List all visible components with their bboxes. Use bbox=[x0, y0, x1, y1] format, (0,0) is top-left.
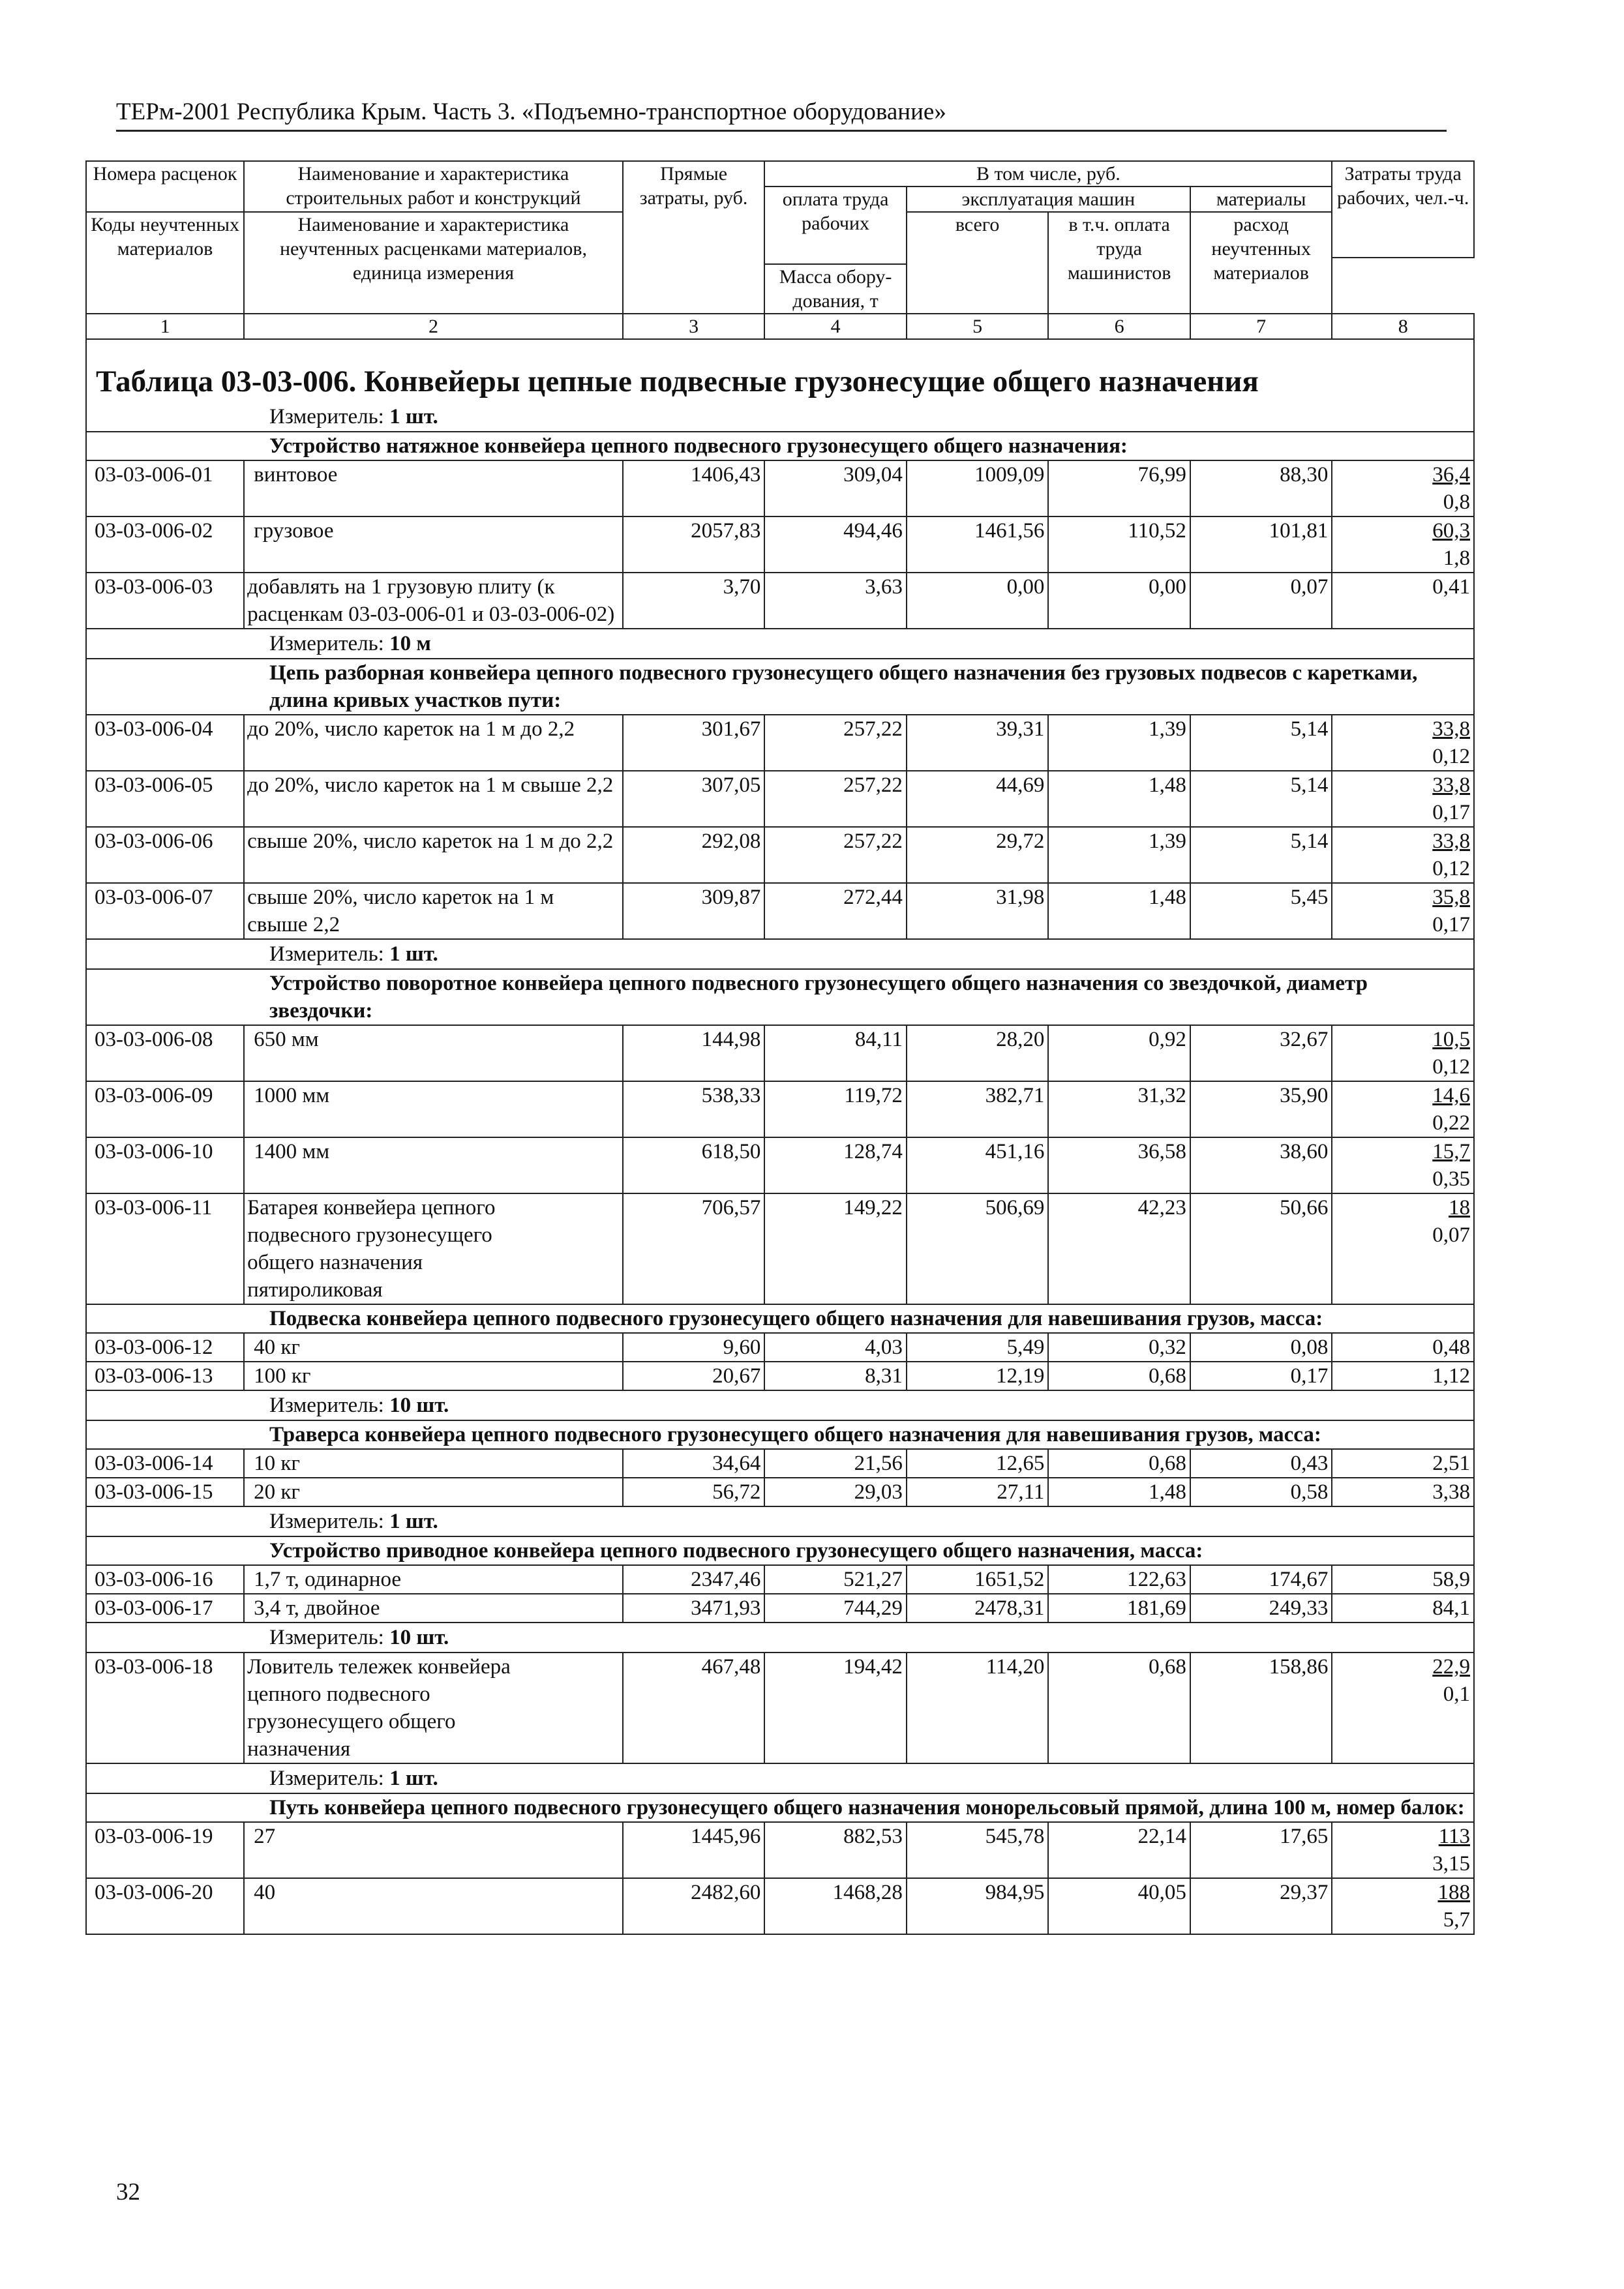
table-row bbox=[86, 1565, 1474, 1594]
labor-hours: 3,38 bbox=[1332, 1478, 1474, 1506]
rate-code: 03-03-006-15 bbox=[86, 1478, 244, 1506]
machines-total: 545,78 bbox=[907, 1822, 1049, 1878]
labor-pay: 3,63 bbox=[764, 573, 907, 629]
operator-pay: 0,00 bbox=[1048, 573, 1190, 629]
header-labor-pay: оплата труда рабочих bbox=[764, 187, 907, 264]
direct-costs: 307,05 bbox=[623, 771, 765, 827]
rate-code: 03-03-006-16 bbox=[86, 1565, 244, 1594]
direct-costs: 2482,60 bbox=[623, 1878, 765, 1934]
table-row bbox=[86, 715, 1474, 771]
operator-pay: 0,68 bbox=[1048, 1449, 1190, 1478]
group-heading: Устройство натяжное конвейера цепного подвесного грузонесущего общего назначения: bbox=[86, 432, 1474, 460]
direct-costs: 3,70 bbox=[623, 573, 765, 629]
operator-pay: 122,63 bbox=[1048, 1565, 1190, 1594]
materials: 29,37 bbox=[1190, 1878, 1332, 1934]
header-machines-total: всего bbox=[907, 212, 1049, 314]
group-heading: Устройство поворотное конвейера цепного подвесного грузонесущего общего назначения со звездочкой, диаметр звездочки: bbox=[86, 969, 1474, 1025]
machines-total: 1461,56 bbox=[907, 516, 1049, 573]
table-row bbox=[86, 1478, 1474, 1506]
table-row bbox=[86, 1081, 1474, 1137]
materials: 0,43 bbox=[1190, 1449, 1332, 1478]
operator-pay: 0,92 bbox=[1048, 1025, 1190, 1081]
labor-hours: 113 bbox=[1438, 1825, 1470, 1848]
machines-total: 984,95 bbox=[907, 1878, 1049, 1934]
operator-pay: 181,69 bbox=[1048, 1594, 1190, 1623]
materials: 0,07 bbox=[1190, 573, 1332, 629]
rate-name: 10 кг bbox=[244, 1449, 623, 1478]
rate-code: 03-03-006-04 bbox=[86, 715, 244, 771]
rate-code: 03-03-006-07 bbox=[86, 883, 244, 939]
rate-code: 03-03-006-12 bbox=[86, 1333, 244, 1362]
materials: 249,33 bbox=[1190, 1594, 1332, 1623]
rate-name: 1000 мм bbox=[244, 1081, 623, 1137]
meter-row: Измеритель: 10 шт. bbox=[86, 1390, 1474, 1420]
operator-pay: 36,58 bbox=[1048, 1137, 1190, 1193]
equipment-mass: 0,17 bbox=[1432, 913, 1470, 936]
group-heading: Устройство приводное конвейера цепного подвесного грузонесущего общего назначения, масса: bbox=[86, 1536, 1474, 1565]
meter-row: Измеритель: 1 шт. bbox=[86, 402, 1474, 432]
materials: 50,66 bbox=[1190, 1193, 1332, 1304]
direct-costs: 9,60 bbox=[623, 1333, 765, 1362]
rate-code: 03-03-006-13 bbox=[86, 1362, 244, 1390]
direct-costs: 20,67 bbox=[623, 1362, 765, 1390]
equipment-mass: 0,22 bbox=[1432, 1111, 1470, 1135]
rate-code: 03-03-006-17 bbox=[86, 1594, 244, 1623]
rate-name: 650 мм bbox=[244, 1025, 623, 1081]
machines-total: 506,69 bbox=[907, 1193, 1049, 1304]
col-number-7: 7 bbox=[1190, 314, 1332, 339]
materials: 0,58 bbox=[1190, 1478, 1332, 1506]
direct-costs: 3471,93 bbox=[623, 1594, 765, 1623]
direct-costs: 144,98 bbox=[623, 1025, 765, 1081]
table-row bbox=[86, 1137, 1474, 1193]
operator-pay: 31,32 bbox=[1048, 1081, 1190, 1137]
direct-costs: 1445,96 bbox=[623, 1822, 765, 1878]
meter-row: Измеритель: 1 шт. bbox=[86, 1506, 1474, 1536]
rate-name: 40 кг bbox=[244, 1333, 623, 1362]
labor-pay: 521,27 bbox=[764, 1565, 907, 1594]
labor-hours: 14,6 bbox=[1432, 1084, 1470, 1107]
page-number: 32 bbox=[116, 2179, 140, 2206]
labor-pay: 1468,28 bbox=[764, 1878, 907, 1934]
labor-pay: 272,44 bbox=[764, 883, 907, 939]
group-heading: Путь конвейера цепного подвесного грузонесущего общего назначения монорельсовый прямой, длина 100 м, номер балок: bbox=[86, 1793, 1474, 1822]
materials: 38,60 bbox=[1190, 1137, 1332, 1193]
labor-pay: 257,22 bbox=[764, 715, 907, 771]
machines-total: 39,31 bbox=[907, 715, 1049, 771]
direct-costs: 56,72 bbox=[623, 1478, 765, 1506]
rate-name: свыше 20%, число кареток на 1 м свыше 2,2 bbox=[244, 883, 623, 939]
header-operator-pay: в т.ч. оплата труда машинистов bbox=[1048, 212, 1190, 314]
col-number-4: 4 bbox=[764, 314, 907, 339]
direct-costs: 1406,43 bbox=[623, 460, 765, 516]
labor-hours: 36,4 bbox=[1432, 463, 1470, 486]
header-direct-costs: Прямые затраты, руб. bbox=[623, 161, 765, 314]
equipment-mass: 0,12 bbox=[1432, 1055, 1470, 1079]
labor-hours: 2,51 bbox=[1332, 1449, 1474, 1478]
table-row bbox=[86, 1822, 1474, 1878]
labor-hours: 0,48 bbox=[1332, 1333, 1474, 1362]
labor-hours: 10,5 bbox=[1432, 1028, 1470, 1051]
labor-hours: 1,12 bbox=[1332, 1362, 1474, 1390]
rate-name: 1400 мм bbox=[244, 1137, 623, 1193]
machines-total: 114,20 bbox=[907, 1653, 1049, 1763]
rate-code: 03-03-006-01 bbox=[86, 460, 244, 516]
rate-code: 03-03-006-14 bbox=[86, 1449, 244, 1478]
labor-pay: 4,03 bbox=[764, 1333, 907, 1362]
table-row bbox=[86, 771, 1474, 827]
labor-pay: 8,31 bbox=[764, 1362, 907, 1390]
operator-pay: 1,48 bbox=[1048, 1478, 1190, 1506]
table-row bbox=[86, 1594, 1474, 1623]
operator-pay: 1,48 bbox=[1048, 883, 1190, 939]
operator-pay: 0,68 bbox=[1048, 1653, 1190, 1763]
rate-name: Ловитель тележек конвейера цепного подвесного грузонесущего общего назначения bbox=[244, 1653, 623, 1763]
rate-code: 03-03-006-10 bbox=[86, 1137, 244, 1193]
header-labor-costs: Затраты труда рабочих, чел.-ч. bbox=[1332, 161, 1474, 258]
table-row bbox=[86, 516, 1474, 573]
rate-name: свыше 20%, число кареток на 1 м до 2,2 bbox=[244, 827, 623, 883]
machines-total: 31,98 bbox=[907, 883, 1049, 939]
rate-name: грузовое bbox=[244, 516, 623, 573]
equipment-mass: 0,1 bbox=[1443, 1683, 1470, 1706]
labor-pay: 194,42 bbox=[764, 1653, 907, 1763]
labor-hours: 18 bbox=[1449, 1196, 1470, 1219]
table-row bbox=[86, 573, 1474, 629]
labor-pay: 149,22 bbox=[764, 1193, 907, 1304]
equipment-mass: 0,8 bbox=[1443, 490, 1470, 514]
rate-name: до 20%, число кареток на 1 м до 2,2 bbox=[244, 715, 623, 771]
labor-hours: 0,41 bbox=[1332, 573, 1474, 629]
direct-costs: 706,57 bbox=[623, 1193, 765, 1304]
rate-code: 03-03-006-18 bbox=[86, 1653, 244, 1763]
meter-row: Измеритель: 1 шт. bbox=[86, 939, 1474, 969]
table-row bbox=[86, 1653, 1474, 1763]
direct-costs: 34,64 bbox=[623, 1449, 765, 1478]
labor-hours: 60,3 bbox=[1432, 519, 1470, 543]
direct-costs: 538,33 bbox=[623, 1081, 765, 1137]
materials: 0,08 bbox=[1190, 1333, 1332, 1362]
labor-pay: 21,56 bbox=[764, 1449, 907, 1478]
table-row bbox=[86, 827, 1474, 883]
table-row bbox=[86, 1449, 1474, 1478]
operator-pay: 0,32 bbox=[1048, 1333, 1190, 1362]
machines-total: 2478,31 bbox=[907, 1594, 1049, 1623]
operator-pay: 42,23 bbox=[1048, 1193, 1190, 1304]
materials: 88,30 bbox=[1190, 460, 1332, 516]
materials: 35,90 bbox=[1190, 1081, 1332, 1137]
operator-pay: 40,05 bbox=[1048, 1878, 1190, 1934]
labor-pay: 257,22 bbox=[764, 771, 907, 827]
group-heading: Траверса конвейера цепного подвесного грузонесущего общего назначения для навешивания грузов, масса: bbox=[86, 1420, 1474, 1449]
equipment-mass: 0,17 bbox=[1432, 801, 1470, 824]
labor-pay: 128,74 bbox=[764, 1137, 907, 1193]
machines-total: 44,69 bbox=[907, 771, 1049, 827]
operator-pay: 22,14 bbox=[1048, 1822, 1190, 1878]
machines-total: 5,49 bbox=[907, 1333, 1049, 1362]
labor-hours: 35,8 bbox=[1432, 886, 1470, 909]
operator-pay: 0,68 bbox=[1048, 1362, 1190, 1390]
machines-total: 0,00 bbox=[907, 573, 1049, 629]
equipment-mass: 5,7 bbox=[1443, 1908, 1470, 1932]
materials: 5,45 bbox=[1190, 883, 1332, 939]
page-header: ТЕРм-2001 Республика Крым. Часть 3. «Подъемно-транспортное оборудование» bbox=[116, 98, 1447, 132]
equipment-mass: 0,35 bbox=[1432, 1167, 1470, 1191]
direct-costs: 301,67 bbox=[623, 715, 765, 771]
direct-costs: 292,08 bbox=[623, 827, 765, 883]
labor-pay: 744,29 bbox=[764, 1594, 907, 1623]
header-unaccounted-names: Наименование и характеристика неучтенных расценками материалов, единица измерения bbox=[244, 212, 623, 314]
machines-total: 28,20 bbox=[907, 1025, 1049, 1081]
labor-pay: 29,03 bbox=[764, 1478, 907, 1506]
direct-costs: 2347,46 bbox=[623, 1565, 765, 1594]
header-machine-operation: эксплуатация машин bbox=[907, 187, 1190, 212]
machines-total: 451,16 bbox=[907, 1137, 1049, 1193]
header-including: В том числе, руб. bbox=[764, 161, 1332, 187]
header-unaccounted-materials: расход неучтенных материалов bbox=[1190, 212, 1332, 314]
header-equipment-mass: Масса обору-дования, т bbox=[764, 264, 907, 314]
rate-code: 03-03-006-06 bbox=[86, 827, 244, 883]
col-number-2: 2 bbox=[244, 314, 623, 339]
col-number-3: 3 bbox=[623, 314, 765, 339]
rate-name: 1,7 т, одинарное bbox=[244, 1565, 623, 1594]
meter-row: Измеритель: 10 м bbox=[86, 629, 1474, 659]
rate-code: 03-03-006-20 bbox=[86, 1878, 244, 1934]
direct-costs: 467,48 bbox=[623, 1653, 765, 1763]
materials: 174,67 bbox=[1190, 1565, 1332, 1594]
materials: 5,14 bbox=[1190, 827, 1332, 883]
rate-name: добавлять на 1 грузовую плиту (к расценкам 03-03-006-01 и 03-03-006-02) bbox=[244, 573, 623, 629]
labor-pay: 257,22 bbox=[764, 827, 907, 883]
table-row bbox=[86, 1193, 1474, 1304]
rate-name: до 20%, число кареток на 1 м свыше 2,2 bbox=[244, 771, 623, 827]
header-materials: материалы bbox=[1190, 187, 1332, 212]
rate-code: 03-03-006-19 bbox=[86, 1822, 244, 1878]
machines-total: 27,11 bbox=[907, 1478, 1049, 1506]
materials: 5,14 bbox=[1190, 715, 1332, 771]
rate-name: 20 кг bbox=[244, 1478, 623, 1506]
labor-hours: 188 bbox=[1437, 1881, 1470, 1904]
header-unaccounted-codes: Коды неучтенных материалов bbox=[86, 212, 244, 314]
operator-pay: 110,52 bbox=[1048, 516, 1190, 573]
group-heading: Подвеска конвейера цепного подвесного грузонесущего общего назначения для навешивания грузов, масса: bbox=[86, 1304, 1474, 1333]
rate-name: 27 bbox=[244, 1822, 623, 1878]
col-number-5: 5 bbox=[907, 314, 1049, 339]
equipment-mass: 1,8 bbox=[1443, 546, 1470, 570]
table-row bbox=[86, 1025, 1474, 1081]
table-row bbox=[86, 460, 1474, 516]
rate-code: 03-03-006-02 bbox=[86, 516, 244, 573]
rate-code: 03-03-006-09 bbox=[86, 1081, 244, 1137]
table-row bbox=[86, 1878, 1474, 1934]
machines-total: 1009,09 bbox=[907, 460, 1049, 516]
labor-pay: 309,04 bbox=[764, 460, 907, 516]
direct-costs: 2057,83 bbox=[623, 516, 765, 573]
equipment-mass: 3,15 bbox=[1432, 1852, 1470, 1876]
rate-code: 03-03-006-11 bbox=[86, 1193, 244, 1304]
labor-hours: 58,9 bbox=[1332, 1565, 1474, 1594]
equipment-mass: 0,12 bbox=[1432, 745, 1470, 768]
rate-name: 100 кг bbox=[244, 1362, 623, 1390]
rate-name: Батарея конвейера цепного подвесного грузонесущего общего назначения пятироликовая bbox=[244, 1193, 623, 1304]
table-row bbox=[86, 1333, 1474, 1362]
col-number-8: 8 bbox=[1332, 314, 1474, 339]
group-heading: Цепь разборная конвейера цепного подвесного грузонесущего общего назначения без грузовых подвесов с каретками, длина кривых участков пути: bbox=[86, 659, 1474, 715]
machines-total: 382,71 bbox=[907, 1081, 1049, 1137]
materials: 0,17 bbox=[1190, 1362, 1332, 1390]
labor-pay: 119,72 bbox=[764, 1081, 907, 1137]
labor-hours: 84,1 bbox=[1332, 1594, 1474, 1623]
rate-name: винтовое bbox=[244, 460, 623, 516]
machines-total: 12,65 bbox=[907, 1449, 1049, 1478]
header-work-name: Наименование и характеристика строительных работ и конструкций bbox=[244, 161, 623, 212]
equipment-mass: 0,12 bbox=[1432, 857, 1470, 880]
labor-hours: 33,8 bbox=[1432, 717, 1470, 741]
rate-code: 03-03-006-08 bbox=[86, 1025, 244, 1081]
labor-pay: 882,53 bbox=[764, 1822, 907, 1878]
col-number-6: 6 bbox=[1048, 314, 1190, 339]
rate-name: 40 bbox=[244, 1878, 623, 1934]
materials: 158,86 bbox=[1190, 1653, 1332, 1763]
operator-pay: 1,48 bbox=[1048, 771, 1190, 827]
table-title: Таблица 03-03-006. Конвейеры цепные подвесные грузонесущие общего назначения bbox=[96, 365, 1259, 398]
labor-hours: 33,8 bbox=[1432, 773, 1470, 797]
labor-pay: 494,46 bbox=[764, 516, 907, 573]
meter-row: Измеритель: 10 шт. bbox=[86, 1623, 1474, 1653]
operator-pay: 1,39 bbox=[1048, 827, 1190, 883]
col-number-1: 1 bbox=[86, 314, 244, 339]
labor-pay: 84,11 bbox=[764, 1025, 907, 1081]
labor-hours: 22,9 bbox=[1432, 1655, 1470, 1679]
meter-row: Измеритель: 1 шт. bbox=[86, 1763, 1474, 1793]
labor-hours: 33,8 bbox=[1432, 830, 1470, 853]
table-row bbox=[86, 1362, 1474, 1390]
operator-pay: 1,39 bbox=[1048, 715, 1190, 771]
machines-total: 29,72 bbox=[907, 827, 1049, 883]
direct-costs: 618,50 bbox=[623, 1137, 765, 1193]
materials: 101,81 bbox=[1190, 516, 1332, 573]
header-rate-numbers: Номера расценок bbox=[86, 161, 244, 212]
rates-table bbox=[85, 160, 1475, 1935]
materials: 32,67 bbox=[1190, 1025, 1332, 1081]
materials: 17,65 bbox=[1190, 1822, 1332, 1878]
machines-total: 1651,52 bbox=[907, 1565, 1049, 1594]
rate-code: 03-03-006-05 bbox=[86, 771, 244, 827]
machines-total: 12,19 bbox=[907, 1362, 1049, 1390]
direct-costs: 309,87 bbox=[623, 883, 765, 939]
rate-code: 03-03-006-03 bbox=[86, 573, 244, 629]
labor-hours: 15,7 bbox=[1432, 1140, 1470, 1163]
table-row bbox=[86, 883, 1474, 939]
materials: 5,14 bbox=[1190, 771, 1332, 827]
rate-name: 3,4 т, двойное bbox=[244, 1594, 623, 1623]
equipment-mass: 0,07 bbox=[1432, 1223, 1470, 1247]
operator-pay: 76,99 bbox=[1048, 460, 1190, 516]
